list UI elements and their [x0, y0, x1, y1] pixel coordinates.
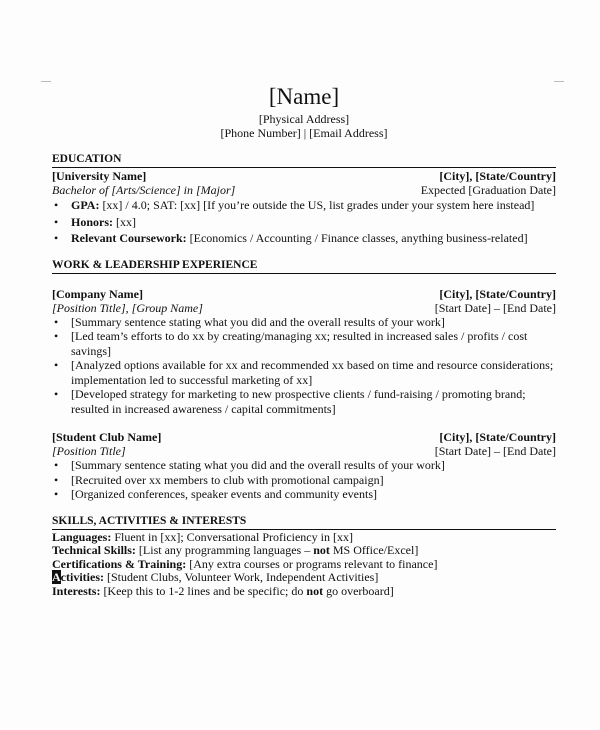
university-location[interactable]: [City], [State/Country]	[439, 169, 556, 183]
page-corner-mark-left	[41, 81, 51, 82]
job2-location[interactable]: [City], [State/Country]	[439, 430, 556, 444]
honors-item[interactable]	[52, 215, 556, 230]
job2-position-row	[52, 444, 556, 458]
languages-label: Languages:	[52, 529, 112, 544]
resume-name[interactable]: [Name]	[268, 84, 340, 109]
job2-bullet[interactable]: • [Summary sentence stating what you did and the overall results of your work]	[52, 458, 556, 473]
job1-bullet[interactable]: • [Developed strategy for marketing to new prospective clients / fund-raising / promoting brand; resulted in increased awareness / capital commitments]	[52, 387, 556, 416]
job2-bullet[interactable]: • [Organized conferences, speaker events and community events]	[52, 487, 556, 502]
technical-label: Technical Skills:	[52, 543, 136, 557]
education-bullets	[52, 198, 556, 246]
university-name[interactable]: [University Name]	[52, 169, 147, 183]
job1-position[interactable]: [Position Title], [Group Name]	[52, 300, 203, 315]
gpa-label: GPA:	[71, 198, 100, 212]
page-corner-mark-right	[554, 81, 564, 82]
degree[interactable]: Bachelor of [Arts/Science] in [Major]	[52, 183, 236, 197]
job1-bullets	[52, 315, 556, 417]
interests-line[interactable]	[52, 585, 556, 599]
languages-text: Fluent in [xx]; Conversational Proficiency in [xx]	[111, 529, 353, 544]
technical-text: [List any programming languages –	[135, 543, 314, 557]
job1-location[interactable]: [City], [State/Country]	[439, 286, 556, 301]
education-heading[interactable]: EDUCATION	[52, 153, 556, 168]
job2-row	[52, 430, 556, 444]
job1-bullet[interactable]: • [Led team’s efforts to do xx by creating/managing xx; resulted in increased sales / profits / cost savings]	[52, 329, 556, 358]
job1-position-row	[52, 301, 556, 315]
job1-row	[52, 287, 556, 301]
job1-bullet[interactable]: • [Analyzed options available for xx and recommended xx based on time and resource considerations; implementation led to successful marketing of xx]	[52, 358, 556, 387]
job2-bullets	[52, 458, 556, 502]
resume-content	[52, 84, 556, 598]
technical-line[interactable]	[52, 544, 556, 558]
job1-company[interactable]: [Company Name]	[52, 286, 143, 301]
coursework-item[interactable]	[52, 231, 556, 246]
text-cursor-selection: A	[52, 570, 61, 584]
job2-bullet[interactable]: • [Recruited over xx members to club with promotional campaign]	[52, 473, 556, 488]
activities-text: [Student Clubs, Volunteer Work, Independent Activities]	[103, 570, 379, 584]
job1-dates[interactable]: [Start Date] – [End Date]	[434, 300, 556, 315]
university-row	[52, 169, 556, 183]
job2-position[interactable]: [Position Title]	[52, 444, 126, 458]
languages-line[interactable]	[52, 531, 556, 545]
interests-text: [Keep this to 1-2 lines and be specific; do	[100, 583, 307, 598]
job2-dates[interactable]: [Start Date] – [End Date]	[434, 444, 556, 458]
job2-company[interactable]: [Student Club Name]	[52, 430, 162, 444]
skills-heading[interactable]: SKILLS, ACTIVITIES & INTERESTS	[52, 515, 556, 530]
activities-line[interactable]	[52, 571, 556, 585]
interests-label: Interests:	[52, 583, 101, 598]
interests-not: not	[306, 583, 324, 598]
interests-text-end: go overboard]	[323, 583, 394, 598]
gpa-item[interactable]	[52, 198, 556, 213]
job1-bullet[interactable]: • [Summary sentence stating what you did and the overall results of your work]	[52, 315, 556, 330]
certifications-text: [Any extra courses or programs relevant to finance]	[186, 556, 438, 571]
honors-text: [xx]	[113, 214, 136, 229]
certifications-line[interactable]	[52, 558, 556, 572]
technical-text-end: MS Office/Excel]	[329, 543, 419, 557]
honors-label: Honors:	[71, 214, 113, 229]
certifications-label: Certifications & Training:	[52, 556, 187, 571]
gpa-text: [xx] / 4.0; SAT: [xx] [If you’re outside the US, list grades under your system here instead]	[99, 198, 535, 212]
physical-address[interactable]: [Physical Address]	[258, 112, 350, 126]
technical-not: not	[313, 543, 330, 557]
coursework-label: Relevant Coursework:	[71, 231, 187, 245]
degree-row	[52, 183, 556, 197]
activities-label: ctivities:	[60, 570, 104, 584]
contact-line[interactable]: [Phone Number] | [Email Address]	[220, 126, 388, 140]
coursework-text: [Economics / Accounting / Finance classes, anything business-related]	[186, 231, 528, 245]
experience-heading[interactable]: WORK & LEADERSHIP EXPERIENCE	[52, 259, 556, 274]
graduation-date[interactable]: Expected [Graduation Date]	[420, 183, 556, 197]
